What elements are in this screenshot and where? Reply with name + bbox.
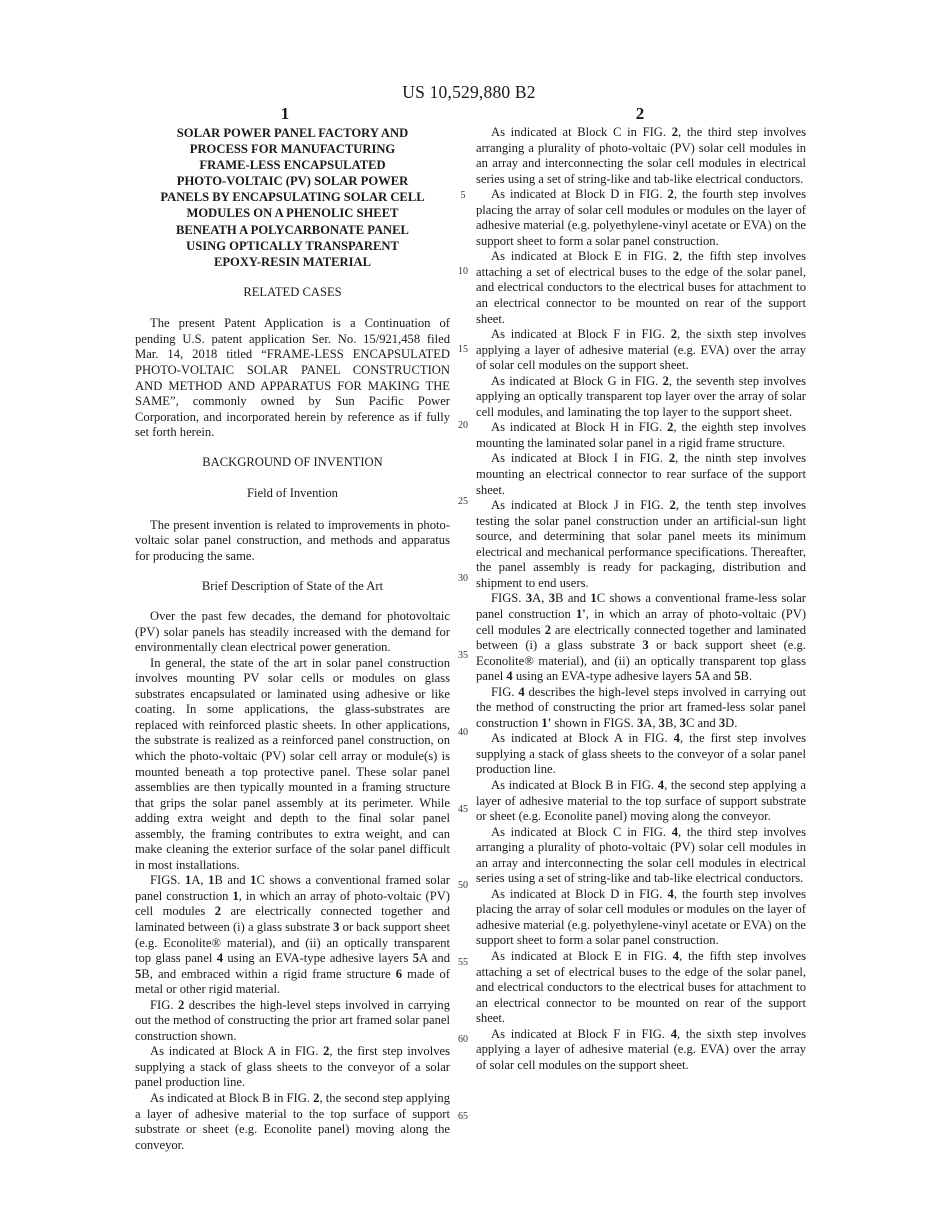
demand-paragraph: Over the past few decades, the demand for photovoltaic (PV) solar panels has steadily increased with the demand for environmentally clean electrical power generation.	[135, 609, 450, 655]
fig2-block-f-paragraph: As indicated at Block F in FIG. 2, the sixth step involves applying a layer of adhesive material (e.g. EVA) over the array of solar cell modules on the support sheet.	[476, 327, 806, 373]
line-number-45: 45	[458, 804, 468, 815]
fig-2-paragraph: FIG. 2 describes the high-level steps involved in carrying out the method of constructing the prior art framed solar panel construction shown.	[135, 997, 450, 1043]
line-number-55: 55	[458, 957, 468, 968]
fig4-block-b-paragraph: As indicated at Block B in FIG. 4, the second step applying a layer of adhesive material to the top surface of support substrate or sheet (e.g. Econolite panel) moving along the conveyor.	[476, 777, 806, 824]
related-cases-heading: RELATED CASES	[243, 284, 342, 299]
title-line: SOLAR POWER PANEL FACTORY AND	[176, 126, 409, 140]
title-line: PHOTO-VOLTAIC (PV) SOLAR POWER	[176, 174, 409, 189]
brief-description-heading: Brief Description of State of the Art	[201, 578, 384, 593]
title-line: BENEATH A POLYCARBONATE PANEL	[176, 222, 409, 237]
fig2-block-c-paragraph: As indicated at Block C in FIG. 2, the third step involves arranging a plurality of photo-voltaic (PV) solar cell modules in an array and interconnecting the solar cell modules in electrical series using a set of string-like and tab-like electrical conductors.	[476, 125, 806, 186]
column-number-left: 1	[280, 104, 290, 123]
fig4-block-f-paragraph: As indicated at Block F in FIG. 4, the sixth step involves applying a layer of adhesive material (e.g. EVA) over the array of solar cell modules on the support sheet.	[476, 1026, 806, 1072]
fig4-block-d-paragraph: As indicated at Block D in FIG. 4, the fourth step involves placing the array of solar cell modules or modules on the layer of adhesive material (e.g. polyethylene-vinyl acetate or EVA) on the support sheet to form a solar panel construction.	[476, 886, 806, 948]
line-number-60: 60	[458, 1034, 468, 1045]
fig4-block-c-paragraph: As indicated at Block C in FIG. 4, the third step involves arranging a plurality of photo-voltaic (PV) solar cell modules in an array and interconnecting the solar cell modules in electrical series using a set of string-like and tab-like electrical conductors.	[476, 824, 806, 886]
line-number-5: 5	[460, 190, 466, 201]
block-a-paragraph: As indicated at Block A in FIG. 2, the first step involves supplying a stack of glass sheets to the conveyor of a solar panel production line.	[135, 1044, 450, 1090]
right-column	[476, 125, 806, 1073]
related-cases-paragraph: The present Patent Application is a Continuation of pending U.S. patent application Ser. No. 15/921,458 filed Mar. 14, 2018 titled “FRAME-LESS ENCAPSULATED PHOTO-VOLTAIC SOLAR PANEL CONSTRUCTION AND METHOD AND APPARATUS FOR MAKING THE SAME”, commonly owned by Sun Pacific Power Corporation, and incorporated herein by reference as if fully set forth herein.	[135, 316, 450, 440]
fig2-block-e-paragraph: As indicated at Block E in FIG. 2, the fifth step involves attaching a set of electrical buses to the edge of the solar panel, and electrical conductors to the electrical buses for attachment to an electrical connector to be mounted on rear of the support sheet.	[476, 249, 806, 326]
block-b-paragraph: As indicated at Block B in FIG. 2, the second step applying a layer of adhesive material to the top surface of support substrate or sheet (e.g. Econolite panel) moving along the conveyor.	[135, 1091, 450, 1152]
field-paragraph: The present invention is related to improvements in photo-voltaic solar panel construction, and methods and apparatus for producing the same.	[135, 517, 450, 563]
line-number-30: 30	[458, 573, 468, 584]
line-number-40: 40	[458, 727, 468, 738]
patent-number: US 10,529,880 B2	[402, 82, 536, 102]
fig2-block-j-paragraph: As indicated at Block J in FIG. 2, the tenth step involves testing the solar panel construction under an artificial-sun light source, and determining that solar panel meets its minimum electrical and mechanical performance specifications. Thereafter, the panel assembly is ready for packaging, distribution and shipment to end users.	[476, 498, 806, 590]
field-heading: Field of Invention	[247, 486, 338, 501]
line-number-20: 20	[458, 420, 468, 431]
left-column	[135, 125, 450, 1153]
figs-1-paragraph: FIGS. 1A, 1B and 1C shows a conventional framed solar panel construction 1, in which an array of photo-voltaic (PV) cell modules 2 are electrically connected together and laminated between (i) a glass substrate 3 or back support sheet (e.g. Econolite® material), and (ii) an optically transparent top glass panel 4 using an EVA-type adhesive layers 5A and 5B, and embraced within a rigid frame structure 6 made of metal or other rigid material.	[135, 873, 451, 997]
title-line: EPOXY-RESIN MATERIAL	[213, 254, 372, 269]
patent-title	[135, 125, 450, 270]
fig2-block-g-paragraph: As indicated at Block G in FIG. 2, the seventh step involves applying an optically transparent top layer over the array of solar cell modules, and laminating the top layer to the support sheet.	[476, 373, 806, 419]
background-heading: BACKGROUND OF INVENTION	[202, 454, 383, 469]
column-number-right: 2	[635, 104, 645, 123]
figs-3-paragraph: FIGS. 3A, 3B and 1C shows a conventional frame-less solar panel construction 1', in which an array of photo-voltaic (PV) cell modules 2 are electrically connected together and laminated between (i) a glass substrate 3 or back support sheet (e.g. Econolite® material), and (ii) an optically transparent top glass panel 4 using an EVA-type adhesive layers 5A and 5B.	[476, 591, 807, 684]
fig2-block-d-paragraph: As indicated at Block D in FIG. 2, the fourth step involves placing the array of solar cell modules or modules on the layer of adhesive material (e.g. polyethylene-vinyl acetate or EVA) on the support sheet to form a solar panel construction.	[476, 187, 806, 248]
fig4-block-a-paragraph: As indicated at Block A in FIG. 4, the first step involves supplying a stack of glass sheets to the conveyor of a solar panel production line.	[476, 731, 806, 777]
fig4-block-e-paragraph: As indicated at Block E in FIG. 4, the fifth step involves attaching a set of electrical buses to the edge of the solar panel, and electrical conductors to the electrical buses for attachment to an electrical connector to be mounted on rear of the support sheet.	[476, 948, 806, 1026]
line-number-65: 65	[458, 1111, 468, 1122]
title-line: FRAME-LESS ENCAPSULATED	[199, 158, 386, 173]
title-line: PROCESS FOR MANUFACTURING	[189, 142, 396, 157]
line-number-25: 25	[458, 496, 468, 507]
title-line: PANELS BY ENCAPSULATING SOLAR CELL	[160, 190, 425, 205]
line-number-35: 35	[458, 650, 468, 661]
line-number-10: 10	[458, 266, 468, 277]
line-number-50: 50	[458, 880, 468, 891]
title-line: USING OPTICALLY TRANSPARENT	[186, 238, 399, 253]
title-line: MODULES ON A PHENOLIC SHEET	[186, 206, 399, 221]
general-paragraph: In general, the state of the art in solar panel construction involves mounting PV solar cells or modules on glass substrates encapsulated or laminated using adhesive or like coating. In some applications, the glass-substrates are replaced with reinforced plastic sheets. In other applications, the substrate is realized as a reinforced panel construction, on which the photo-voltaic (PV) solar cell array or module(s) is mounted beneath a top protective panel. These solar panel assemblies are then typically mounted in a framing structure that grips the solar panel assembly at its perimeter. While adding extra weight and depth to the final solar panel assembly, the framing contributes to extra weight, and can make cleaning the exterior surface of the solar panel difficult in most installations.	[135, 655, 450, 872]
fig2-block-h-paragraph: As indicated at Block H in FIG. 2, the eighth step involves mounting the laminated solar panel in a rigid frame structure.	[476, 420, 806, 450]
line-number-15: 15	[458, 344, 468, 355]
fig-4-paragraph: FIG. 4 describes the high-level steps involved in carrying out the method of constructing the prior art framed-less solar panel construction 1' shown in FIGS. 3A, 3B, 3C and 3D.	[476, 684, 807, 730]
fig2-block-i-paragraph: As indicated at Block I in FIG. 2, the ninth step involves mounting an electrical connector to rear surface of the support sheet.	[476, 451, 807, 497]
